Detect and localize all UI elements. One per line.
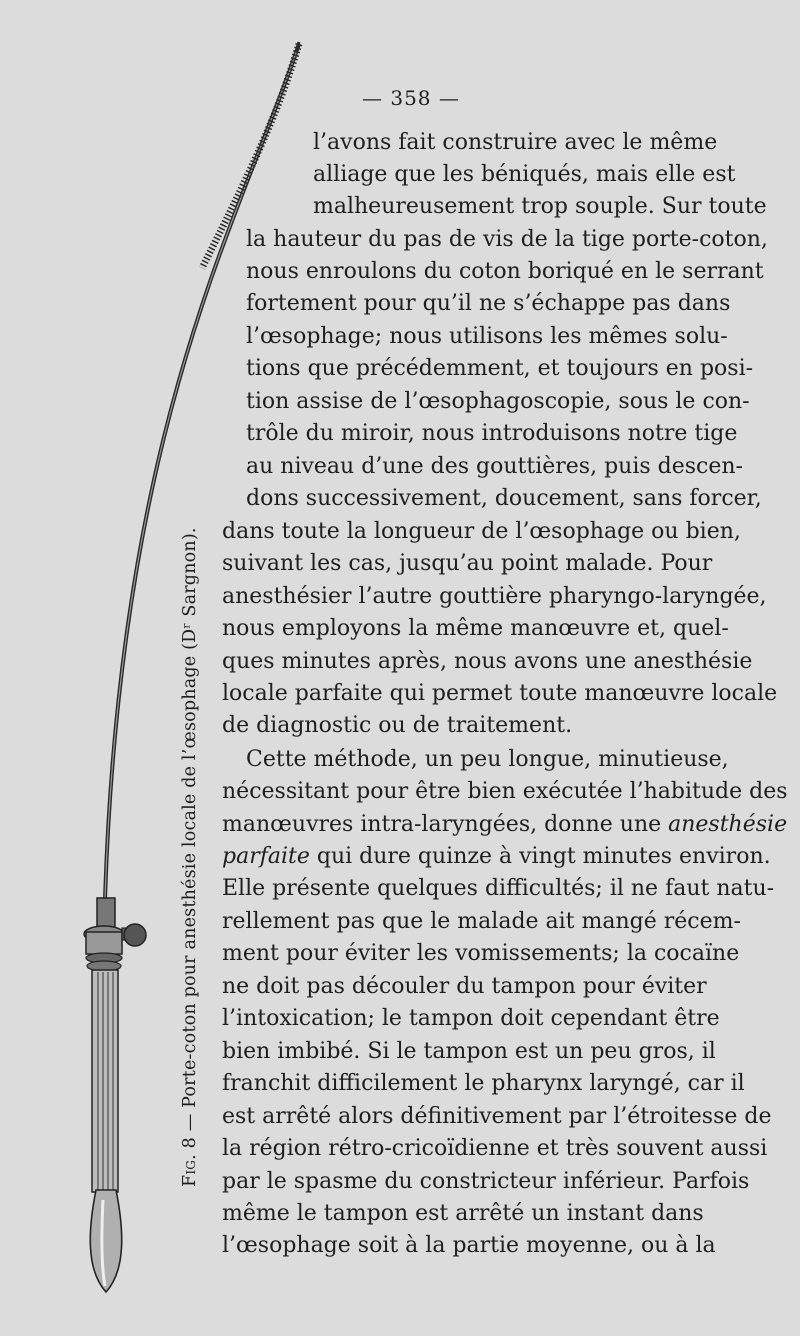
text-line: est arrêté alors définitivement par l’étroitesse de: [222, 1104, 772, 1129]
text-line: nous enroulons du coton boriqué en le serrant: [246, 259, 764, 284]
text-line: même le tampon est arrêté un instant dans: [222, 1201, 704, 1226]
text-line: ques minutes après, nous avons une anesthésie: [222, 649, 753, 674]
text-line: la région rétro-cricoïdienne et très souvent aussi: [222, 1136, 768, 1161]
text-line: franchit difficilement le pharynx laryngé, car il: [222, 1071, 745, 1096]
figure-caption-text: — Porte-coton pour anesthésie locale de l’œsophage (Dʳ Sargnon).: [180, 527, 200, 1138]
text-span: manœuvres intra-laryngées, donne une: [222, 812, 669, 837]
text-line: nous employons la même manœuvre et, quel-: [222, 616, 729, 641]
text-line: Elle présente quelques difficultés; il ne faut natu-: [222, 876, 775, 901]
instrument-handle: [92, 970, 118, 1192]
text-line: locale parfaite qui permet toute manœuvre locale: [222, 681, 778, 706]
text-line: nécessitant pour être bien exécutée l’habitude des: [222, 779, 788, 804]
figure-label: Fig. 8: [180, 1137, 200, 1187]
text-line: de diagnostic ou de traitement.: [222, 713, 573, 738]
italic-text: parfaite: [222, 844, 310, 869]
text-line: bien imbibé. Si le tampon est un peu gros, il: [222, 1039, 716, 1064]
text-line: l’œsophage; nous utilisons les mêmes solu-: [246, 324, 728, 349]
text-line: tion assise de l’œsophagoscopie, sous le con-: [246, 389, 750, 414]
text-line: tions que précédemment, et toujours en posi-: [246, 356, 754, 381]
text-line: dons successivement, doucement, sans forcer,: [246, 486, 762, 511]
text-line: dans toute la longueur de l’œsophage ou bien,: [222, 519, 741, 544]
italic-text: anesthésie: [668, 812, 788, 837]
figure-caption: [180, 527, 200, 1187]
text-line: par le spasme du constricteur inférieur. Parfois: [222, 1169, 750, 1194]
text-line: la hauteur du pas de vis de la tige porte-coton,: [246, 227, 768, 252]
text-line: trôle du miroir, nous introduisons notre tige: [246, 421, 738, 446]
text-line: alliage que les béniqués, mais elle est: [313, 162, 736, 187]
text-line: au niveau d’une des gouttières, puis descen-: [246, 454, 743, 479]
text-line: l’intoxication; le tampon doit cependant être: [222, 1006, 720, 1031]
page-number: — 358 —: [362, 86, 460, 110]
text-line: fortement pour qu’il ne s’échappe pas dans: [246, 291, 731, 316]
text-line: anesthésier l’autre gouttière pharyngo-laryngée,: [222, 584, 767, 609]
text-line: [222, 841, 771, 872]
text-line: malheureusement trop souple. Sur toute: [313, 194, 767, 219]
handle-bulb: [90, 1190, 121, 1292]
thumb-screw: [124, 924, 146, 946]
text-line: l’œsophage soit à la partie moyenne, ou à la: [222, 1233, 716, 1258]
text-line: l’avons fait construire avec le même: [313, 130, 718, 155]
text-line: rellement pas que le malade ait mangé récem-: [222, 909, 741, 934]
text-line: suivant les cas, jusqu’au point malade. Pour: [222, 551, 713, 576]
text-line: [222, 809, 787, 840]
text-line: Cette méthode, un peu longue, minutieuse,: [246, 747, 729, 772]
instrument-collar: [84, 898, 146, 971]
text-line: ment pour éviter les vomissements; la cocaïne: [222, 941, 740, 966]
text-line: ne doit pas découler du tampon pour éviter: [222, 974, 707, 999]
text-span: qui dure quinze à vingt minutes environ.: [309, 844, 771, 869]
